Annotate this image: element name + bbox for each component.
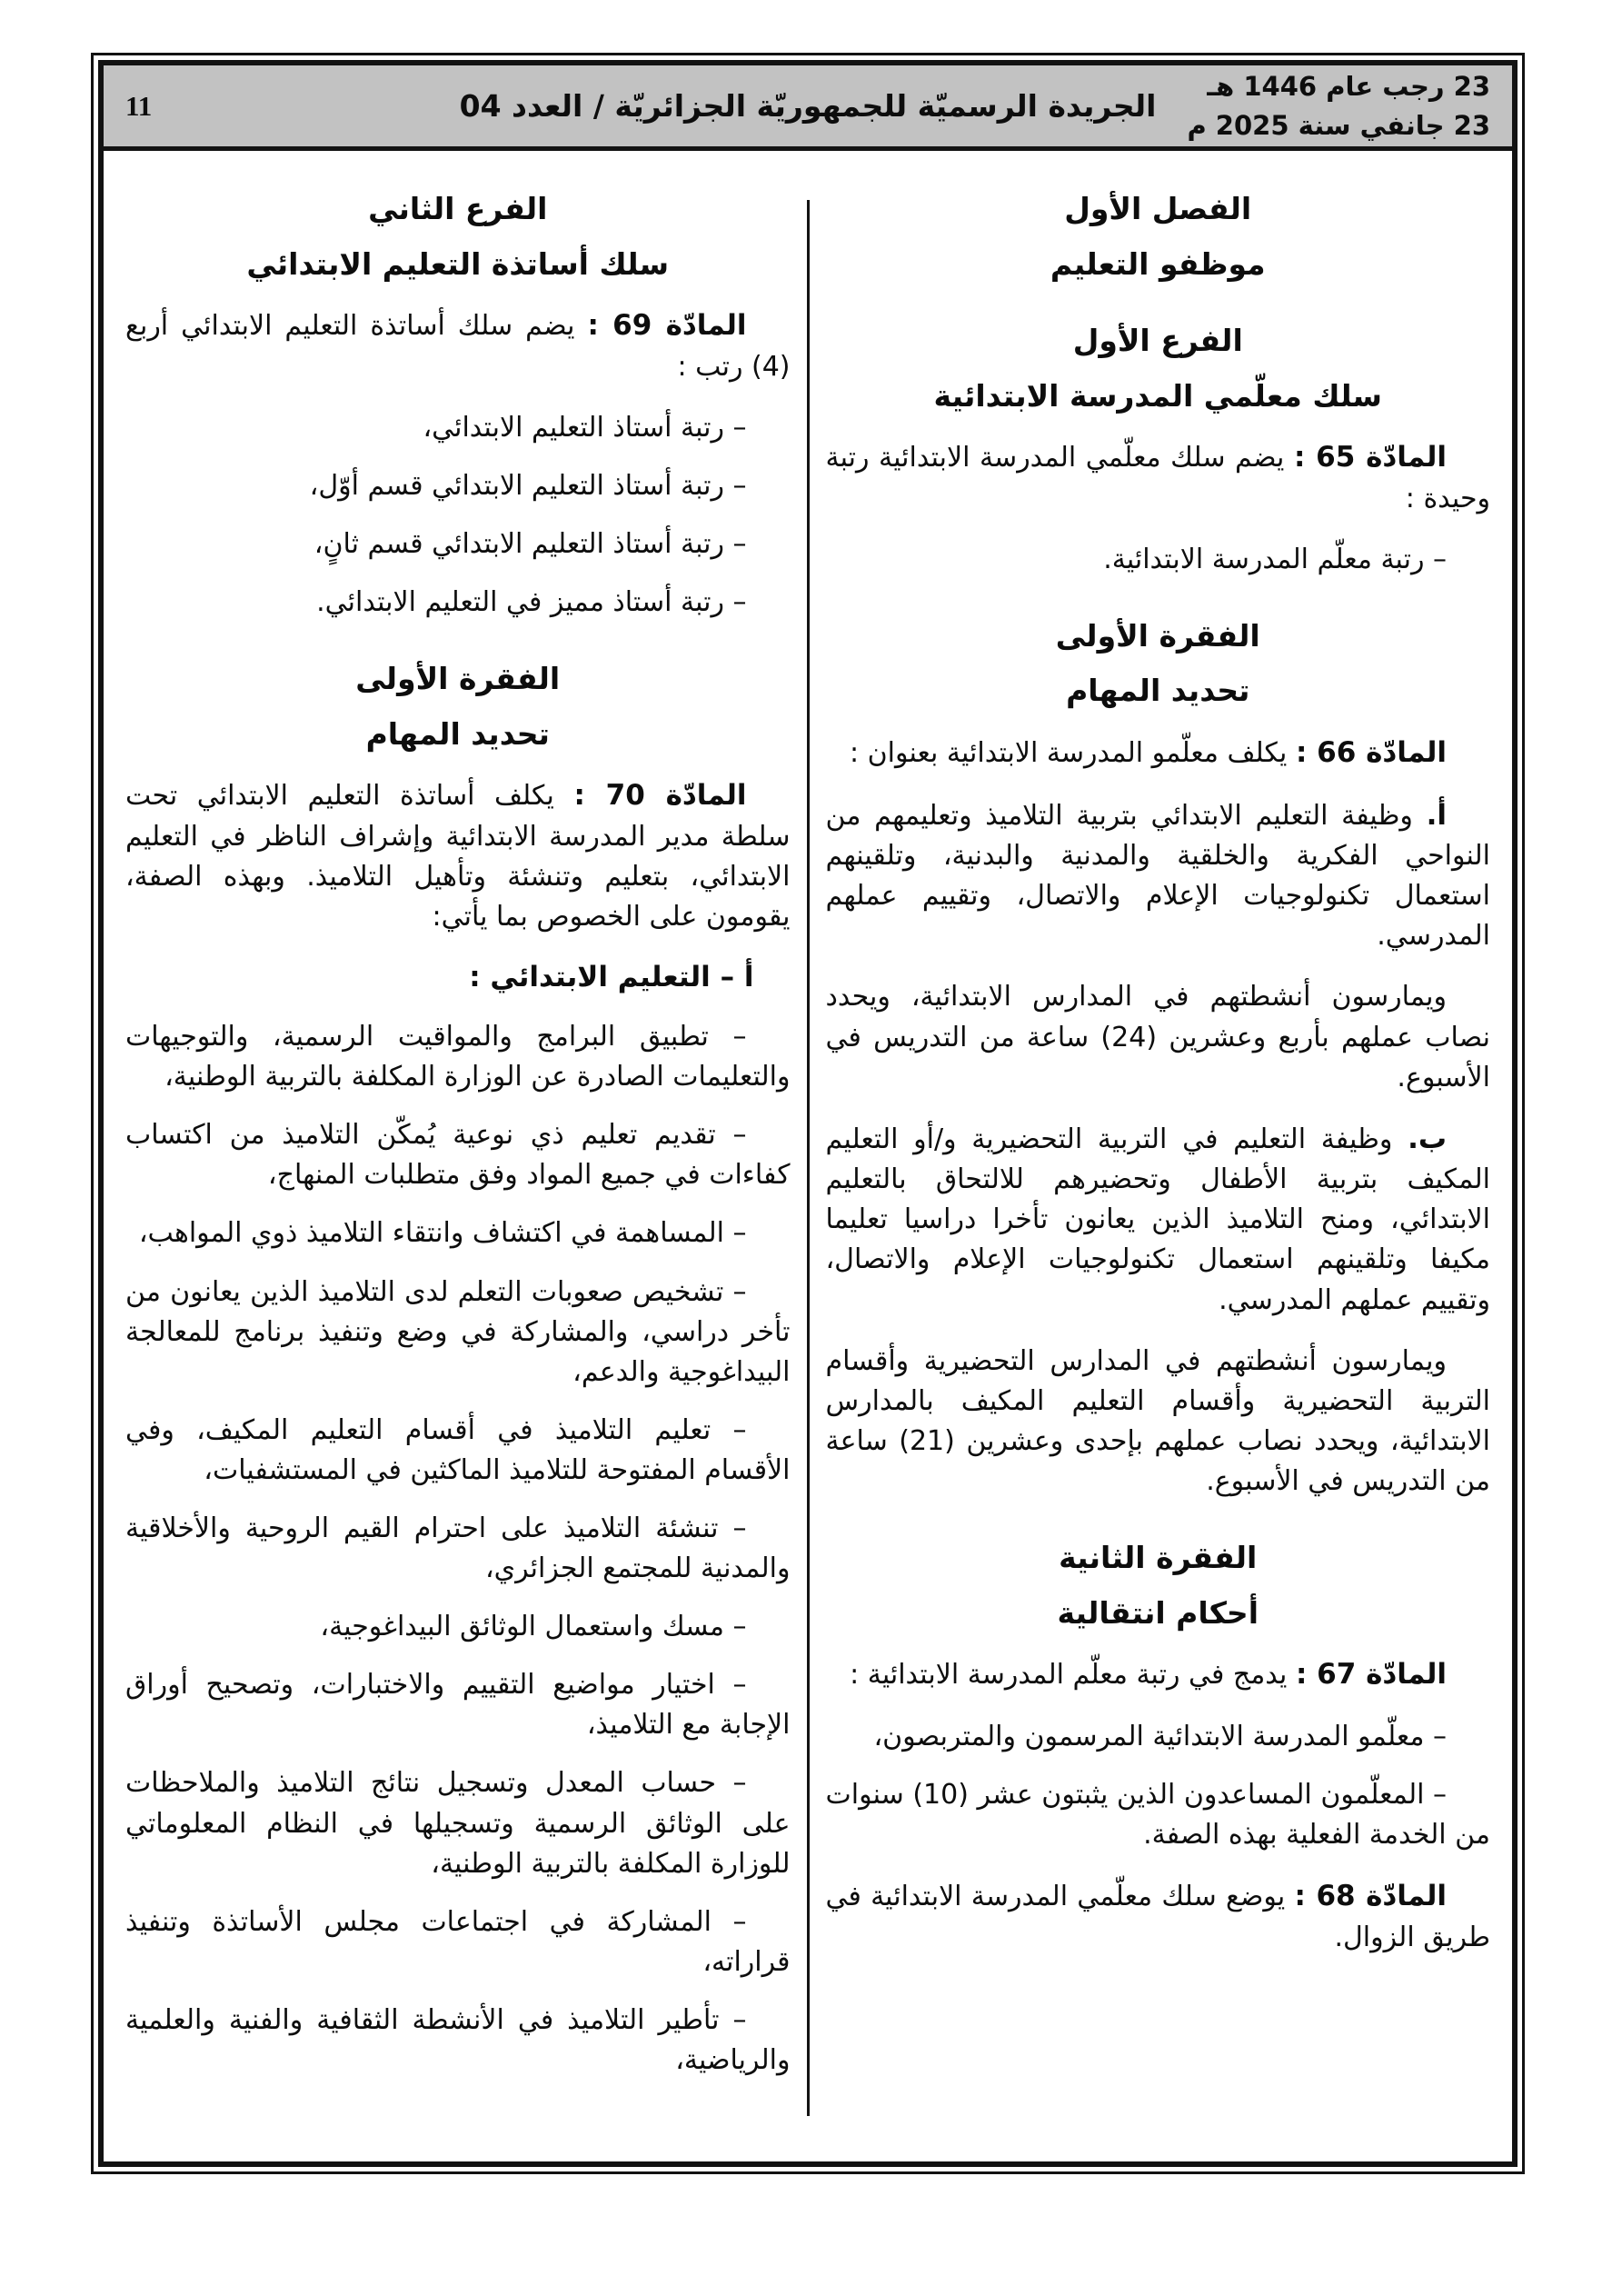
duty-item: – مسك واستعمال الوثائق البيداغوجية، — [320, 1611, 747, 1643]
article-66-text: يكلف معلّمو المدرسة الابتدائية بعنوان : — [849, 737, 1288, 770]
article-67-text: يدمج في رتبة معلّم المدرسة الابتدائية : — [850, 1659, 1288, 1692]
article-67-item: – المعلّمون المساعدون الذين يثبتون عشر (10) سنوات من الخدمة الفعلية بهذه الصفة. — [825, 1778, 1490, 1851]
article-67-item: – معلّمو المدرسة الابتدائية المرسمون والمتربصون، — [873, 1720, 1447, 1752]
mission-b-lead: ب. — [1408, 1122, 1447, 1155]
mission-b-note: ويمارسون أنشطتهم في المدارس التحضيرية وأقسام التربية التحضيرية وأقسام التعليم المكيف بالمدارس الابتدائية، ويحدد نصاب عملهم بإحدى وعشرين (21) ساعة من التدريس في الأسبوع. — [825, 1344, 1490, 1497]
duty-item: – تأطير التلاميذ في الأنشطة الثقافية والفنية والعلمية والرياضية، — [125, 2003, 791, 2077]
left-column — [113, 175, 803, 2152]
article-70 — [125, 775, 791, 937]
right-column — [813, 175, 1504, 2152]
mission-b-text: وظيفة التعليم في التربية التحضيرية و/أو التعليم المكيف بتربية الأطفال وتحضيرهم للالتحاق بالتعليم الابتدائي، ومنح التلاميذ الذين يعانون تأخرا دراسيا تعليما مكيفا وتلقينهم استعمال تكنولوجيات الإعلام والاتصال، وتقييم عملهم المدرسي. — [825, 1123, 1490, 1316]
page-header — [104, 65, 1512, 151]
article-69 — [125, 305, 791, 387]
branch-heading: الفرع الأول — [1072, 323, 1243, 359]
journal-title: الجريدة الرسميّة للجمهوريّة الجزائريّة / العدد 04 — [459, 88, 1157, 124]
article-69-item: – رتبة أستاذ التعليم الابتدائي، — [423, 411, 747, 444]
article-67-label: المادّة 67 : — [1295, 1658, 1447, 1692]
chapter-heading: الفصل الأول — [1064, 191, 1252, 226]
article-65-label: المادّة 65 : — [1293, 441, 1447, 474]
page-border-inner — [98, 60, 1518, 2167]
branch-subheading: سلك معلّمي المدرسة الابتدائية — [933, 377, 1382, 414]
article-69-item: – رتبة أستاذ التعليم الابتدائي قسم ثانٍ، — [313, 527, 747, 560]
chapter-subheading: موظفو التعليم — [1050, 245, 1266, 282]
article-69-text: يضم سلك أساتذة التعليم الابتدائي أربع (4) رتب : — [125, 310, 791, 383]
paragraph-1-subheading: تحديد المهام — [1066, 673, 1250, 709]
gregorian-date: 23 جانفي سنة 2025 م — [1187, 109, 1490, 141]
mission-b — [826, 1119, 1491, 1321]
duty-item: – تقديم تعليم ذي نوعية يُمكّن التلاميذ من اكتساب كفاءات في جميع المواد وفق متطلبات المنهاج، — [125, 1119, 791, 1192]
article-66 — [826, 733, 1491, 774]
article-65-text: يضم سلك معلّمي المدرسة الابتدائية رتبة وحيدة : — [825, 442, 1490, 514]
article-70-label: المادّة 70 : — [573, 779, 747, 813]
duty-item: – المشاركة في اجتماعات مجلس الأساتذة وتنفيذ قراراته، — [125, 1905, 791, 1978]
article-68-label: المادّة 68 : — [1294, 1879, 1447, 1912]
issue-dates — [1181, 67, 1490, 144]
paragraph-2-heading: الفقرة الثانية — [1059, 1540, 1258, 1576]
article-68 — [826, 1876, 1491, 1958]
article-69-item: – رتبة أستاذ مميز في التعليم الابتدائي. — [316, 586, 747, 619]
branch-2-subheading: سلك أساتذة التعليم الابتدائي — [246, 245, 670, 282]
article-66-label: المادّة 66 : — [1295, 736, 1447, 770]
article-65 — [826, 437, 1491, 519]
article-69-item: – رتبة أستاذ التعليم الابتدائي قسم أوّل، — [309, 469, 747, 502]
mission-a-lead: أ. — [1426, 798, 1447, 832]
page-number: 11 — [125, 89, 153, 122]
paragraph-1-heading-left: الفقرة الأولى — [355, 661, 561, 697]
duty-item: – تعليم التلاميذ في أقسام التعليم المكيف، وفي الأقسام المفتوحة للتلاميذ الماكثين في المستشفيات، — [125, 1413, 791, 1486]
duty-item: – تنشئة التلاميذ على احترام القيم الروحية والأخلاقية والمدنية للمجتمع الجزائري، — [125, 1512, 791, 1585]
article-67 — [826, 1654, 1491, 1696]
paragraph-2-subheading: أحكام انتقالية — [1057, 1594, 1259, 1631]
article-65-item: – رتبة معلّم المدرسة الابتدائية. — [1103, 543, 1447, 575]
mission-a-note: ويمارسون أنشطتهم في المدارس الابتدائية، ويحدد نصاب عملهم بأربع وعشرين (24) ساعة من التدريس في الأسبوع. — [825, 981, 1490, 1093]
page-border-outer — [91, 53, 1525, 2174]
mission-a-text: وظيفة التعليم الابتدائي بتربية التلاميذ وتعليمهم من النواحي الفكرية والخلقية والمدنية والبدنية، وتلقينهم استعمال تكنولوجيات الإعلام والاتصال، وتقييم عملهم المدرسي. — [825, 799, 1490, 953]
article-70-text: يكلف أساتذة التعليم الابتدائي تحت سلطة مدير المدرسة الابتدائية وإشراف الناظر في التعليم الابتدائي، بتعليم وتنشئة وتأهيل التلاميذ. وبهذه الصفة، يقومون على الخصوص بما يأتي: — [125, 780, 791, 933]
duty-item: – اختيار مواضيع التقييم والاختبارات، وتصحيح أوراق الإجابة مع التلاميذ، — [125, 1669, 791, 1742]
duty-item: – تطبيق البرامج والمواقيت الرسمية، والتوجيهات والتعليمات الصادرة عن الوزارة المكلفة بالتربية الوطنية، — [125, 1021, 791, 1093]
section-a-heading: أ – التعليم الابتدائي : — [469, 961, 754, 994]
paragraph-1-subheading-left: تحديد المهام — [365, 715, 550, 752]
article-69-label: المادّة 69 : — [587, 309, 747, 343]
paragraph-1-heading: الفقرة الأولى — [1055, 617, 1260, 654]
branch-2-heading: الفرع الثاني — [368, 191, 548, 226]
column-divider — [807, 200, 810, 2116]
hijri-date: 23 رجب عام 1446 هـ — [1207, 71, 1490, 103]
content-columns — [104, 151, 1512, 2161]
duty-item: – تشخيص صعوبات التعلم لدى التلاميذ الذين يعانون من تأخر دراسي، والمشاركة في وضع وتنفيذ برنامج للمعالجة البيداغوجية والدعم، — [125, 1275, 791, 1388]
article-68-text: يوضع سلك معلّمي المدرسة الابتدائية في طريق الزوال. — [825, 1880, 1490, 1953]
mission-a — [826, 795, 1491, 957]
duty-item: – المساهمة في اكتشاف وانتقاء التلاميذ ذوي المواهب، — [138, 1217, 747, 1250]
duty-item: – حساب المعدل وتسجيل نتائج التلاميذ والملاحظات على الوثائق الرسمية وتسجيلها في النظام المعلوماتي للوزارة المكلفة بالتربية الوطنية، — [125, 1767, 791, 1880]
